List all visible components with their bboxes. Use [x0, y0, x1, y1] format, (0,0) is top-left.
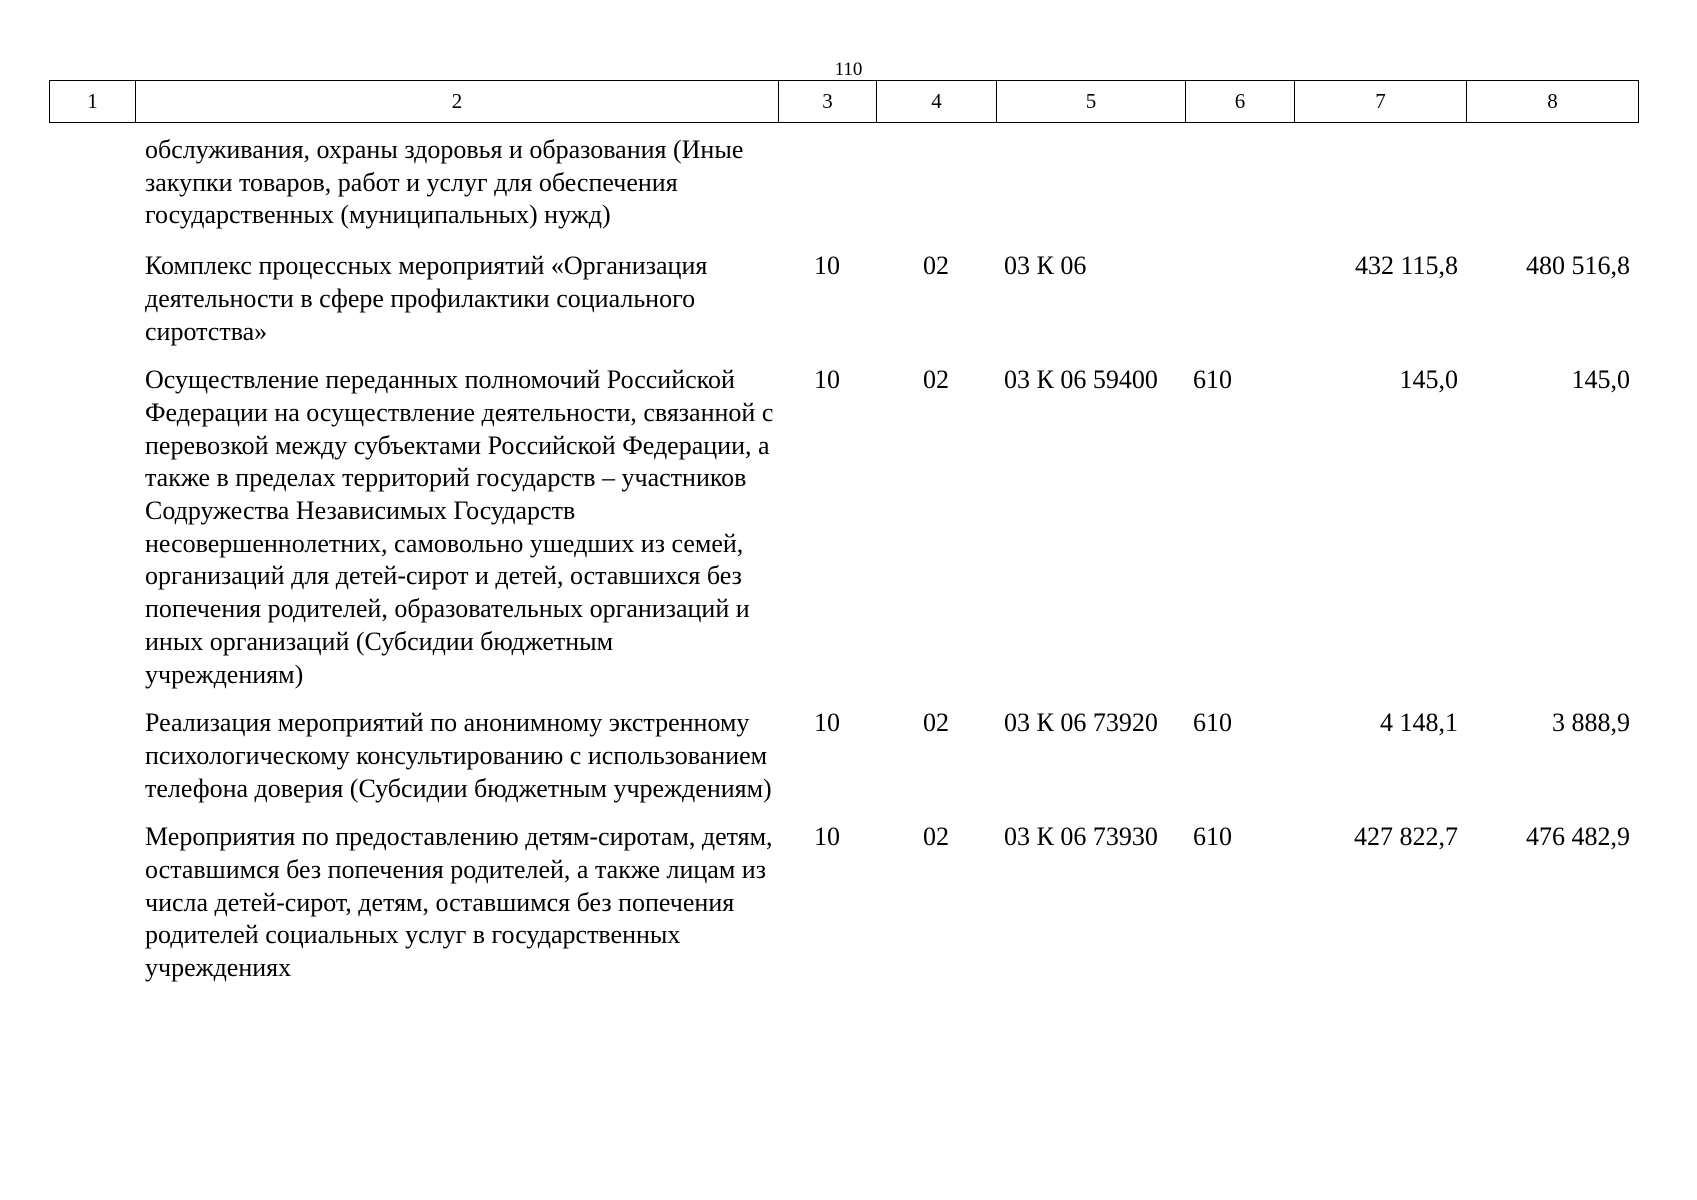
- amount-col-8: 3 888,9: [1552, 708, 1630, 738]
- row-name: Комплекс процессных мероприятий «Организация деятельности в сфере профилактики социального сиротства»: [145, 251, 708, 346]
- amount-col-7: 4 148,1: [1380, 708, 1458, 738]
- amount-col-7: [1294, 124, 1466, 250]
- table-row: [49, 364, 1638, 707]
- target-article-code: 03 К 06 73930: [1004, 822, 1158, 852]
- col-1-cell: [49, 364, 135, 707]
- expense-type-code: [1185, 250, 1294, 364]
- header-cell-2: 2: [136, 81, 779, 123]
- expense-type-code: [1185, 124, 1294, 250]
- row-name: обслуживания, охраны здоровья и образования (Иные закупки товаров, работ и услуг для обеспечения государственных (муниципальных) нужд): [145, 135, 744, 230]
- section-code: 10: [814, 365, 840, 395]
- header-cell-7: 7: [1295, 81, 1467, 123]
- header-cell-3: 3: [779, 81, 877, 123]
- section-code: 10: [814, 708, 840, 738]
- subsection-code: 02: [923, 708, 949, 738]
- amount-col-8: 476 482,9: [1526, 822, 1630, 852]
- section-code: [778, 124, 876, 250]
- subsection-code: [876, 124, 996, 250]
- subsection-code: 02: [923, 251, 949, 281]
- col-1-cell: [49, 250, 135, 364]
- page-number: 110: [834, 59, 863, 80]
- subsection-code: 02: [923, 365, 949, 395]
- row-name: Осуществление переданных полномочий Российской Федерации на осуществление деятельности, связанной с перевозкой между субъектами Российской Федерации, а также в пределах территорий государств – участников Содружества Независимых Государств несовершеннолетних, самовольно ушедших из семей, организаций для детей-сирот и детей, оставшихся без попечения родителей, образовательных организаций и иных организаций (Субсидии бюджетным учреждениям): [145, 365, 774, 689]
- amount-col-8: 480 516,8: [1526, 251, 1630, 281]
- target-article-code: [996, 124, 1185, 250]
- amount-col-8: [1466, 124, 1638, 250]
- header-cell-4: 4: [877, 81, 997, 123]
- budget-table-body: [49, 124, 1638, 1001]
- section-code: 10: [814, 251, 840, 281]
- table-row: [49, 707, 1638, 821]
- col-1-cell: [49, 124, 135, 250]
- amount-col-7: 427 822,7: [1354, 822, 1458, 852]
- header-cell-1: 1: [50, 81, 136, 123]
- header-cell-8: 8: [1467, 81, 1639, 123]
- header-cell-6: 6: [1186, 81, 1295, 123]
- row-name: Реализация мероприятий по анонимному экстренному психологическому консультированию с использованием телефона доверия (Субсидии бюджетным учреждениям): [145, 708, 772, 803]
- target-article-code: 03 К 06: [1004, 251, 1087, 281]
- table-row: [49, 250, 1638, 364]
- subsection-code: 02: [923, 822, 949, 852]
- table-row: [49, 821, 1638, 1001]
- row-name: Мероприятия по предоставлению детям-сиротам, детям, оставшимся без попечения родителей, а также лицам из числа детей-сирот, детям, оставшимся без попечения родителей социальных услуг в государственных учреждениях: [145, 822, 773, 983]
- expense-type-code: 610: [1193, 822, 1232, 852]
- header-row: [50, 81, 1639, 123]
- section-code: 10: [814, 822, 840, 852]
- header-cell-5: 5: [997, 81, 1186, 123]
- col-1-cell: [49, 821, 135, 1001]
- amount-col-7: 432 115,8: [1354, 251, 1458, 281]
- target-article-code: 03 К 06 59400: [1004, 365, 1158, 395]
- column-number-header: [49, 80, 1639, 123]
- amount-col-8: 145,0: [1571, 365, 1630, 395]
- amount-col-7: 145,0: [1399, 365, 1458, 395]
- col-1-cell: [49, 707, 135, 821]
- target-article-code: 03 К 06 73920: [1004, 708, 1158, 738]
- expense-type-code: 610: [1193, 365, 1232, 395]
- table-row: [49, 124, 1638, 250]
- expense-type-code: 610: [1193, 708, 1232, 738]
